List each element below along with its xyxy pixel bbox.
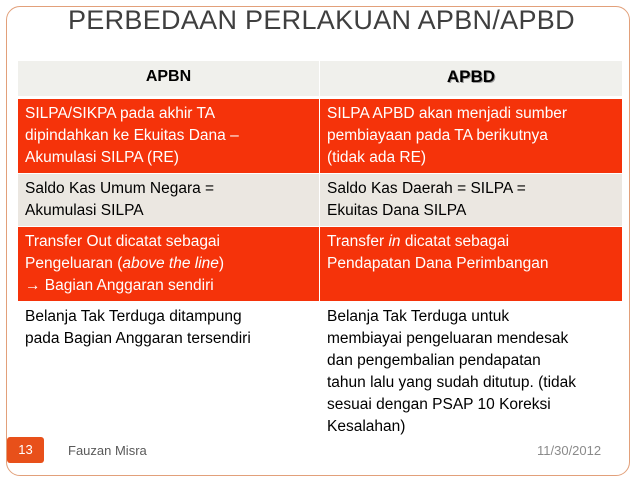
- cell-apbd: [320, 302, 623, 443]
- cell-text: Akumulasi SILPA (RE): [25, 149, 179, 166]
- cell-text-italic: in: [388, 233, 401, 250]
- cell-text: pembiayaan pada TA berikutnya: [327, 127, 548, 144]
- cell-apbd: [320, 174, 623, 227]
- header-apbd-label: APBD: [446, 67, 496, 86]
- cell-text: Akumulasi SILPA: [25, 202, 144, 219]
- cell-text: (tidak ada RE): [327, 149, 427, 166]
- cell-text: Bagian Anggaran sendiri: [40, 277, 214, 294]
- table-row: [18, 98, 623, 174]
- cell-text: Transfer: [327, 233, 389, 250]
- cell-text-italic: above the line: [122, 255, 219, 272]
- table-row: [18, 227, 623, 302]
- cell-text: Saldo Kas Umum Negara =: [25, 180, 215, 197]
- cell-apbn: [18, 98, 320, 174]
- header-apbd: [320, 61, 623, 98]
- cell-text: membiayai pengeluaran mendesak: [327, 330, 569, 347]
- cell-text: pada Bagian Anggaran tersendiri: [25, 330, 251, 347]
- table-header-row: [18, 61, 623, 98]
- table-row: [18, 302, 623, 443]
- cell-apbn: [18, 227, 320, 302]
- cell-text: dicatat sebagai: [400, 233, 510, 250]
- cell-text: dan pengembalian pendapatan: [327, 352, 541, 369]
- footer-date: 11/30/2012: [537, 443, 602, 458]
- slide-title: PERBEDAAN PERLAKUAN APBN/APBD: [68, 5, 575, 35]
- header-apbn: [18, 61, 320, 98]
- table-row: [18, 174, 623, 227]
- cell-text: SILPA/SIKPA pada akhir TA: [25, 105, 216, 122]
- cell-text: dipindahkan ke Ekuitas Dana –: [25, 127, 239, 144]
- cell-text: Pengeluaran (: [25, 255, 123, 272]
- cell-text: Saldo Kas Daerah = SILPA =: [327, 180, 526, 197]
- arrow-right-icon: →: [25, 277, 41, 294]
- cell-text: Pendapatan Dana Perimbangan: [327, 255, 549, 272]
- cell-text: Kesalahan): [327, 418, 406, 435]
- cell-apbd: [320, 98, 623, 174]
- cell-text: ): [218, 255, 225, 272]
- cell-text: SILPA APBD akan menjadi sumber: [327, 105, 568, 122]
- cell-apbd: [320, 227, 623, 302]
- cell-text: Transfer Out dicatat sebagai: [25, 233, 220, 250]
- cell-apbn: [18, 174, 320, 227]
- cell-text: Belanja Tak Terduga ditampung: [25, 308, 242, 325]
- footer-author: Fauzan Misra: [68, 443, 147, 458]
- header-apbn-label: APBN: [145, 68, 192, 85]
- comparison-table-container: [17, 60, 622, 479]
- cell-text: tahun lalu yang sudah ditutup. (tidak: [327, 374, 577, 391]
- cell-text: Belanja Tak Terduga untuk: [327, 308, 510, 325]
- comparison-table: [17, 60, 622, 443]
- cell-apbn: [18, 302, 320, 443]
- cell-text: Ekuitas Dana SILPA: [327, 202, 467, 219]
- slide-number-badge: 13: [7, 437, 44, 463]
- cell-text: sesuai dengan PSAP 10 Koreksi: [327, 396, 551, 413]
